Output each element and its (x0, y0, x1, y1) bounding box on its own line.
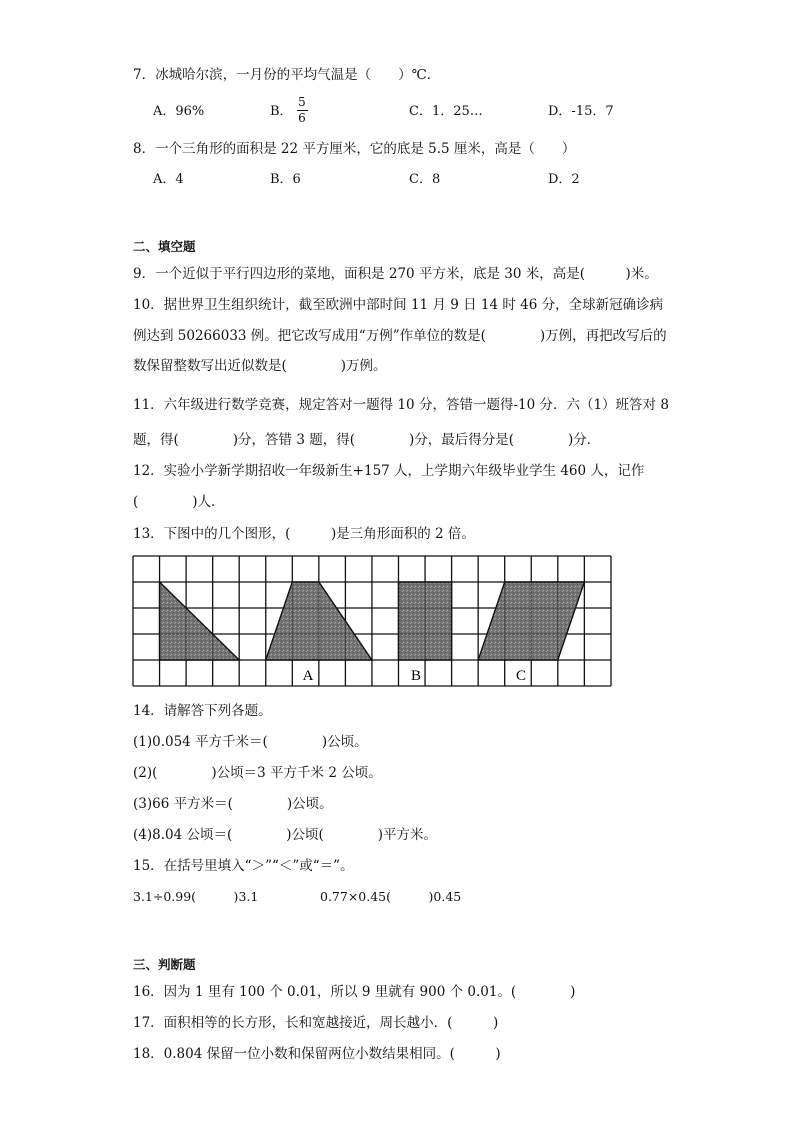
fraction-numerator: 5 (298, 95, 306, 109)
q15-left-comparison: 3.1÷0.99( )3.1 (133, 889, 259, 904)
q7-option-b-fraction (296, 96, 308, 125)
q14-item-1: (1)0.054 平方千米＝( )公顷。 (133, 734, 368, 750)
shape-a-trapezoid (266, 582, 372, 660)
section-heading-fill-in: 二、填空题 (133, 239, 196, 254)
q8-option-c: C．8 (409, 172, 441, 187)
q7-option-d: D．-15．7 (548, 104, 614, 119)
q8-option-d: D．2 (548, 172, 580, 187)
shape-c-parallelogram (478, 582, 584, 660)
q14-item-3: (3)66 平方米＝( )公顷。 (133, 796, 333, 812)
q9-text: 9．一个近似于平行四边形的菜地，面积是 270 平方米，底是 30 米，高是( )米。 (133, 266, 658, 282)
q11-line-2: 题，得( )分，答错 3 题，得( )分，最后得分是( )分． (133, 432, 601, 448)
shape-triangle (160, 582, 240, 660)
q12-line-2: ( )人． (133, 494, 225, 510)
q8-option-a: A．4 (153, 172, 184, 187)
shape-b-square (399, 582, 452, 660)
q14-item-4: (4)8.04 公顷＝( )公顷( )平方米。 (133, 827, 438, 843)
q12-line-1: 12．实验小学新学期招收一年级新生+157 人，上学期六年级毕业学生 460 人，记作 (133, 463, 645, 479)
q15-stem: 15．在括号里填入“＞”“＜”或“＝”。 (133, 858, 354, 874)
q13-text: 13．下图中的几个图形，( )是三角形面积的 2 倍。 (133, 526, 475, 542)
q18-text: 18．0.804 保留一位小数和保留两位小数结果相同。( ) (133, 1046, 501, 1062)
q17-text: 17．面积相等的长方形，长和宽越接近，周长越小．( ) (133, 1015, 499, 1031)
label-c: C (515, 668, 527, 684)
q7-option-b: B． (270, 104, 293, 119)
label-a: A (302, 668, 314, 684)
q10-line-1: 10．据世界卫生组织统计，截至欧洲中部时间 11 月 9 日 14 时 46 分，全球新冠确诊病 (133, 297, 664, 313)
q7-stem: 7．冰城哈尔滨，一月份的平均气温是（ ）℃． (133, 67, 441, 83)
label-b: B (410, 668, 422, 684)
q16-text: 16．因为 1 里有 100 个 0.01，所以 9 里就有 900 个 0.01。( ) (133, 984, 576, 1000)
section-heading-judgement: 三、判断题 (133, 957, 196, 972)
q7-option-a: A．96% (153, 104, 205, 119)
q14-item-2: (2)( )公顷＝3 平方千米 2 公顷。 (133, 765, 382, 781)
q8-option-b: B．6 (270, 172, 301, 187)
q11-line-1: 11．六年级进行数学竞赛，规定答对一题得 10 分，答错一题得-10 分．六（1）班答对 8 (133, 397, 669, 413)
q14-stem: 14．请解答下列各题。 (133, 703, 272, 719)
q7-option-c: C．1．25… (409, 104, 483, 119)
q10-line-3: 数保留整数写出近似数是( )万例。 (133, 358, 387, 374)
q15-right-comparison: 0.77×0.45( )0.45 (320, 889, 462, 904)
q10-line-2: 例达到 50266033 例。把它改写成用“万例”作单位的数是( )万例，再把改写后的 (133, 328, 667, 344)
q8-stem: 8．一个三角形的面积是 22 平方厘米，它的底是 5.5 厘米，高是（ ） (133, 141, 576, 157)
fraction-denominator: 6 (298, 111, 306, 125)
q13-grid-figure (131, 554, 615, 688)
